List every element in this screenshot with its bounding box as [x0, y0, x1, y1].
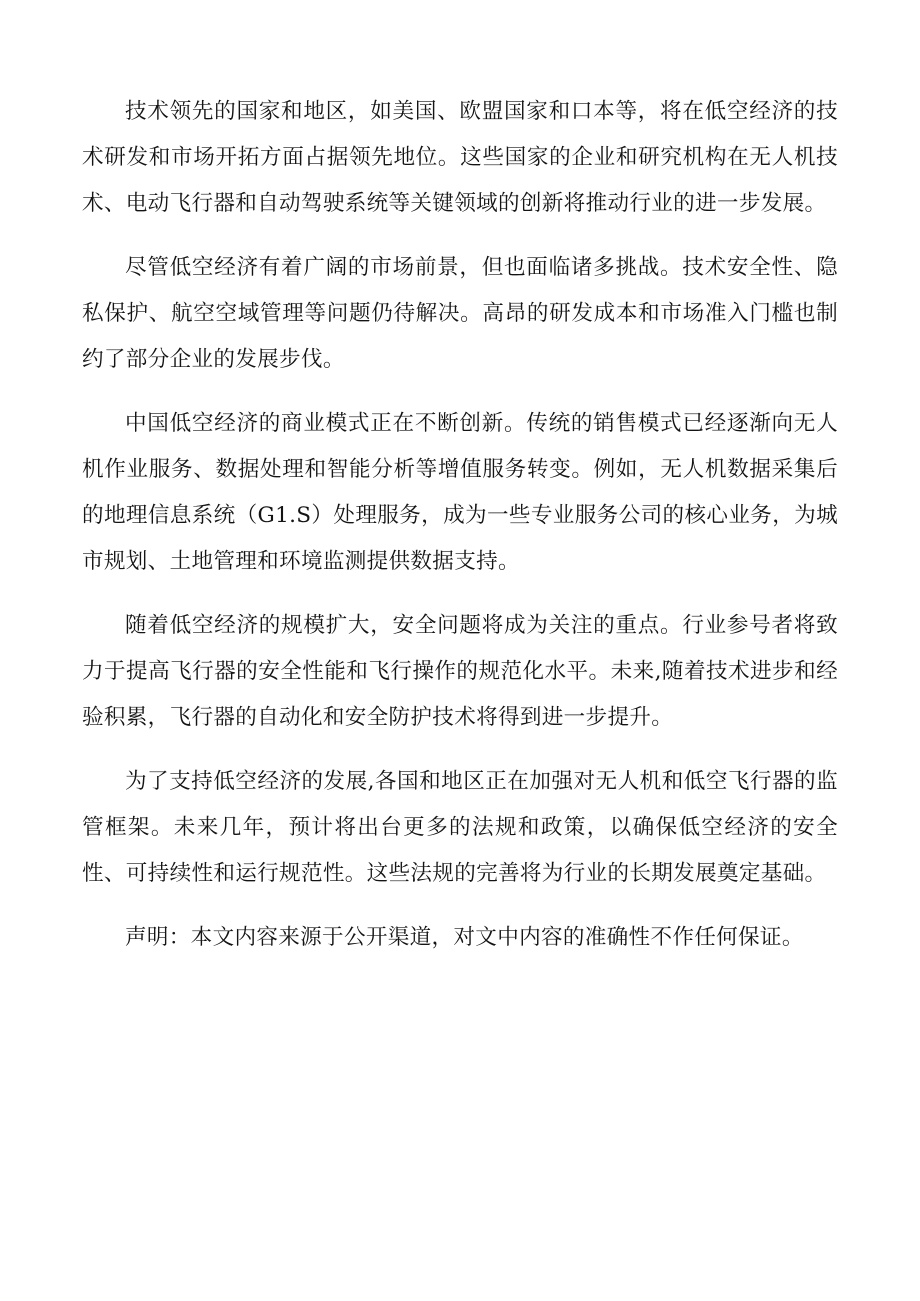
document-body: [82, 89, 838, 979]
paragraph-challenges: 尽管低空经济有着广阔的市场前景，但也面临诸多挑战。技术安全性、隐私保护、航空空域管理等问题仍待解决。高昂的研发成本和市场准入门槛也制约了部分企业的发展步伐。: [82, 255, 838, 372]
paragraph-business-model: 中国低空经济的商业模式正在不断创新。传统的销售模式已经逐渐向无人机作业服务、数据处理和智能分析等增值服务转变。例如，无人机数据采集后的地理信息系统（G1.S）处理服务，成为一些专业服务公司的核心业务，为城市规划、土地管理和环境监测提供数据支持。: [82, 411, 838, 574]
paragraph-leading-countries: 技术领先的国家和地区，如美国、欧盟国家和口本等，将在低空经济的技术研发和市场开拓方面占据领先地位。这些国家的企业和研究机构在无人机技术、电动飞行器和自动驾驶系统等关键领域的创新将推动行业的进一步发展。: [82, 99, 838, 216]
paragraph-disclaimer: 声明：本文内容来源于公开渠道，对文中内容的准确性不作任何保证。: [125, 925, 804, 950]
paragraph-regulation: 为了支持低空经济的发展,各国和地区正在加强对无人机和低空飞行器的监管框架。未来几年，预计将出台更多的法规和政策，以确保低空经济的安全性、可持续性和运行规范性。这些法规的完善将为行业的长期发展奠定基础。: [82, 769, 838, 886]
paragraph-safety: 随着低空经济的规模扩大，安全问题将成为关注的重点。行业参号者将致力于提高飞行器的安全性能和飞行操作的规范化水平。未来,随着技术进步和经验积累，飞行器的自动化和安全防护技术将得到进一步提升。: [82, 613, 838, 730]
